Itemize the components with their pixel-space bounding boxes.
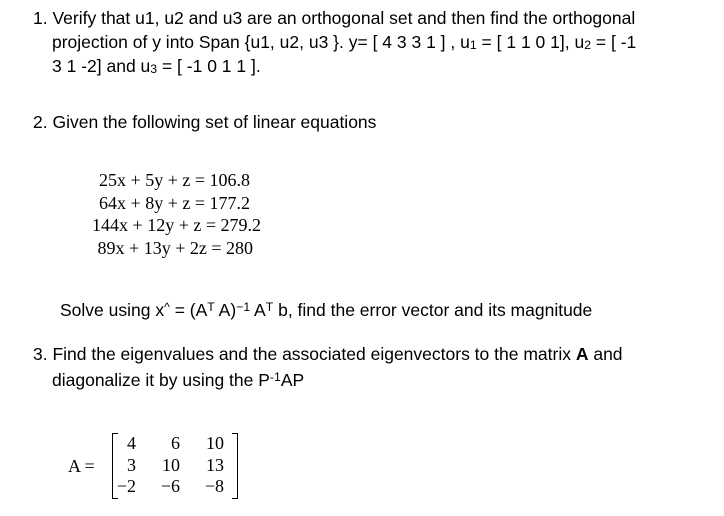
transpose-mark-1: T — [207, 299, 215, 314]
q1-line3-text: 3 1 -2] and u — [52, 56, 151, 76]
matrix-cell-r3c3: −8 — [204, 476, 224, 496]
matrix-cell-r2c2: 10 — [162, 455, 180, 475]
q1-line2-text: projection of y into Span {u1, u2, u3 }. y= [ 4 3 3 1 ] , u — [52, 32, 470, 52]
question-1-line-3 — [52, 56, 261, 77]
matrix-cell-r2c1: 3 — [127, 455, 136, 475]
question-2-heading: 2. Given the following set of linear equations — [33, 112, 377, 132]
inverse-mark: −1 — [236, 299, 251, 314]
equation-4: 89x + 13y + 2z = 280 — [97, 238, 253, 258]
q3-line1-end: and — [588, 344, 623, 364]
q1-u3-subscript: 3 — [150, 62, 158, 77]
q3-line2-text: diagonalize it by using the P — [52, 370, 270, 390]
solve-text-e: b, find the error vector and its magnitude — [273, 300, 593, 320]
q1-line2-mid: = [ 1 1 0 1], u — [476, 32, 585, 52]
x-hat-mark: ^ — [164, 299, 170, 314]
solve-text-b: = (A — [169, 300, 208, 320]
solve-text-a: Solve using x — [60, 300, 165, 320]
matrix-cell-r3c1: −2 — [116, 476, 136, 496]
matrix-label: A = — [68, 456, 95, 476]
question-1-line-2 — [52, 32, 636, 53]
matrix-cell-r3c2: −6 — [160, 476, 180, 496]
question-1-line-1: 1. Verify that u1, u2 and u3 are an orthogonal set and then find the orthogonal — [33, 8, 636, 28]
q3-line1-text: 3. Find the eigenvalues and the associated eigenvectors to the matrix — [33, 344, 576, 364]
matrix-cell-r1c3: 10 — [206, 433, 224, 453]
question-3-line-2 — [52, 370, 304, 391]
matrix-cell-r1c1: 4 — [127, 433, 136, 453]
transpose-mark-2: T — [265, 299, 274, 314]
matrix-a-bold: A — [575, 344, 589, 364]
matrix-right-bracket — [232, 433, 238, 499]
solve-text-c: A) — [214, 300, 237, 320]
equation-3: 144x + 12y + z = 279.2 — [92, 215, 261, 235]
solve-text-d: A — [250, 300, 266, 320]
question-3-line-1 — [33, 344, 623, 365]
equation-1: 25x + 5y + z = 106.8 — [99, 170, 250, 190]
question-2-solve-instruction — [60, 300, 592, 321]
q1-line3-end: = [ -1 0 1 1 ]. — [157, 56, 261, 76]
matrix-cell-r2c3: 13 — [206, 455, 224, 475]
equation-2: 64x + 8y + z = 177.2 — [99, 193, 250, 213]
q1-u2-subscript: 2 — [584, 38, 592, 53]
q1-line2-end: = [ -1 — [591, 32, 637, 52]
matrix-cell-r1c2: 6 — [171, 433, 180, 453]
q3-line2-end: AP — [280, 370, 305, 390]
inverse-superscript: -1 — [269, 369, 281, 384]
q1-u1-subscript: 1 — [469, 38, 477, 53]
